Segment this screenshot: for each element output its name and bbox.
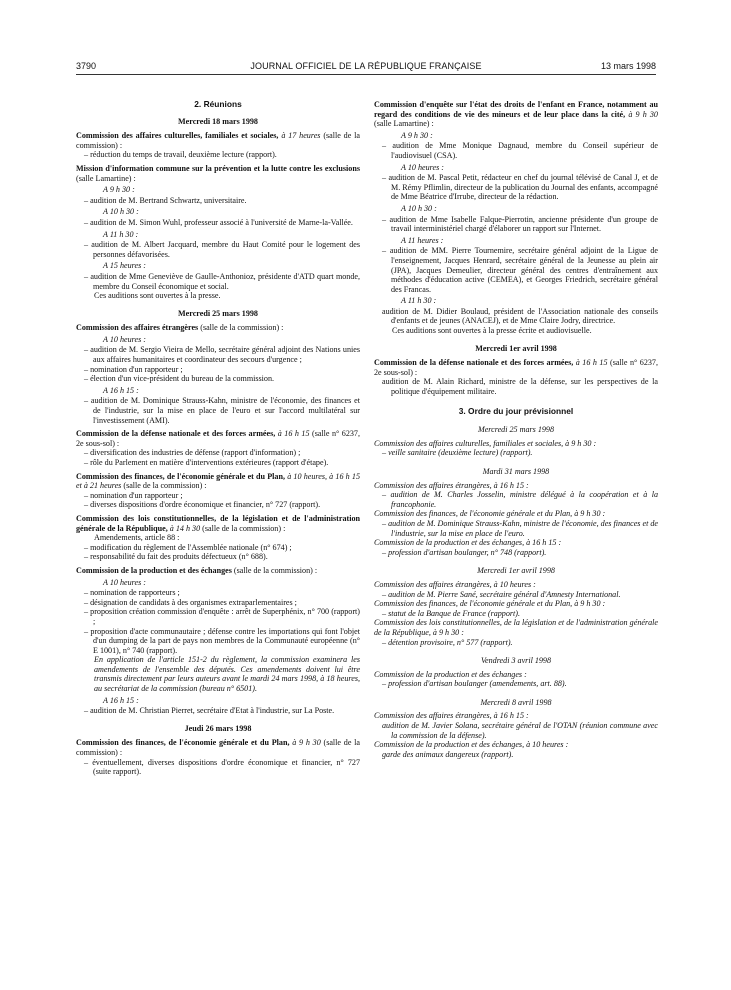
meeting-room: (salle Lamartine) :	[76, 173, 136, 183]
time-slot: A 9 h 30 :	[103, 185, 135, 195]
section-title: 2. Réunions	[194, 99, 242, 109]
committee-name: Commission des finances, de l'économie générale et du Plan,	[76, 471, 285, 481]
date-heading: Mercredi 8 avril 1998	[480, 697, 552, 707]
committee-line: Commission des finances, de l'économie générale et du Plan, à 9 h 30 :	[374, 599, 606, 609]
agenda-item: – profession d'artisan boulanger (amendements, art. 88).	[382, 679, 567, 689]
meeting-time: à 16 h 15	[575, 358, 608, 368]
date-heading: Mardi 31 mars 1998	[482, 467, 550, 476]
running-header	[76, 61, 656, 75]
agenda-item: – audition de M. Sergio Vieira de Mello, secrétaire général adjoint des Nations unies aux affaires humanitaires et coordinateur des secours d'urgence ;	[84, 345, 360, 365]
committee-line: Commission des lois constitutionnelles, de la législation et de l'administration générale de la République, à 9 h 30 :	[374, 618, 658, 637]
time-slot: A 16 h 15 :	[103, 695, 139, 705]
agenda-item: – modification du règlement de l'Assemblée nationale (n° 674) ;	[84, 542, 292, 552]
agenda-item: – audition de M. Simon Wuhl, professeur associé à l'université de Marne-la-Vallée.	[84, 217, 353, 227]
meeting-room: (salle de la commission) :	[200, 323, 284, 333]
committee-line: Commission des affaires étrangères, à 10 heures :	[374, 579, 536, 589]
time-slot: A 10 heures :	[103, 577, 146, 587]
committee-line: Commission de la production et des échanges, à 10 heures :	[374, 740, 569, 750]
section-title: 3. Ordre du jour prévisionnel	[458, 405, 574, 416]
time-slot: A 10 heures :	[401, 162, 444, 172]
committee-name: Mission d'information commune sur la prévention et la lutte contre les exclusions	[76, 163, 360, 173]
time-slot: A 16 h 15 :	[103, 385, 139, 395]
agenda-item: – nomination d'un rapporteur ;	[84, 364, 183, 374]
time-slot: A 15 heures :	[103, 261, 146, 271]
agenda-item: – audition de M. Dominique Strauss-Kahn, ministre de l'économie, des finances et de l'industrie, sur la mise en place de l'euro et sur l'accord multilatéral sur l'investissement (AMI).	[84, 396, 360, 425]
agenda-item: – audition de M. Pascal Petit, rédacteur en chef du journal télévisé de Canal J, et de M. Rémy Pflimlin, directeur de la publication du Journal des enfants, accompagné de Mme Béatrice d'Irrube, directeur de la rédaction.	[382, 173, 658, 202]
meeting-room: (salle Lamartine) :	[374, 119, 434, 129]
meeting-room: (salle de la commission) :	[233, 565, 318, 575]
agenda-item: – diversification des industries de défense (rapport d'information) ;	[84, 448, 301, 458]
agenda-item: – diverses dispositions d'ordre économique et financier, n° 727 (rapport).	[84, 500, 321, 510]
committee-line: Commission des affaires étrangères, à 16 h 15 :	[374, 480, 529, 490]
meeting-room: (salle n° 6237, 2e sous-sol) :	[76, 429, 360, 448]
committee-name: Commission des lois constitutionnelles, de la législation et de l'administration générale de la République,	[76, 513, 360, 533]
agenda-item: – veille sanitaire (deuxième lecture) (rapport).	[382, 448, 533, 458]
meeting-room: (salle n° 6237, 2e sous-sol) :	[374, 358, 658, 377]
time-slot: A 11 heures :	[401, 235, 444, 245]
agenda-item: – audition de Mme Monique Dagnaud, membre du Conseil supérieur de l'audiovisuel (CSA).	[382, 141, 658, 160]
agenda-item: – audition de MM. Pierre Tournemire, secrétaire général adjoint de la Ligue de l'enseignement, Jacques Henrard, secrétaire général de la Jeunesse au plein air (JPA), Jacques Demeulier, directeur général des centres d'entraînement aux méthodes d'éducation active (CEMEA), et Georges Friedrich, secrétaire général des Francas.	[382, 246, 658, 294]
agenda-item: audition de M. Javier Solana, secrétaire général de l'OTAN (réunion commune avec la commission de la défense).	[382, 721, 658, 740]
committee-name: Commission de la défense nationale et des forces armées,	[374, 358, 574, 368]
meeting-time: à 9 h 30	[292, 738, 321, 748]
meeting-room: (salle de la commission) :	[76, 738, 360, 758]
agenda-item: – détention provisoire, n° 577 (rapport).	[382, 637, 513, 647]
meeting-time: à 14 h 30	[169, 523, 201, 533]
meeting-room: (salle de la commission) :	[76, 131, 361, 150]
agenda-item: audition de M. Didier Boulaud, président de l'Association nationale des conseils d'enfants et de jeunes (ANACEJ), et de Mme Claire Jodry, directrice.	[382, 306, 658, 326]
date-heading: Mercredi 1er avril 1998	[475, 343, 557, 353]
agenda-item: – audition de M. Dominique Strauss-Kahn, ministre de l'économie, des finances et de l'industrie, sur la mise en place de l'euro.	[382, 518, 658, 538]
agenda-item: – rôle du Parlement en matière d'interventions extérieures (rapport d'étape).	[84, 458, 329, 467]
committee-name: Commission des affaires étrangères	[76, 323, 199, 333]
agenda-item: – audition de Mme Geneviève de Gaulle-Anthonioz, présidente d'ATD quart monde, membre du Conseil économique et social.	[84, 271, 360, 291]
meeting-time: à 16 h 15	[277, 429, 310, 439]
time-slot: A 11 h 30 :	[401, 296, 437, 306]
header-rule	[76, 74, 656, 75]
agenda-item: – désignation de candidats à des organismes extraparlementaires ;	[84, 597, 297, 607]
agenda-item: – audition de M. Charles Josselin, ministre délégué à la coopération et à la francophonie.	[382, 490, 658, 509]
agenda-item: – audition de M. Pierre Sané, secrétaire général d'Amnesty International.	[382, 589, 621, 599]
agenda-item: – élection d'un vice-président du bureau de la commission.	[84, 374, 275, 384]
note: Ces auditions sont ouvertes à la presse écrite et audiovisuelle.	[392, 326, 592, 336]
date-heading: Mercredi 25 mars 1998	[477, 425, 555, 435]
committee-name: Commission de la défense nationale et des forces armées,	[76, 429, 276, 439]
agenda-item: – éventuellement, diverses dispositions d'ordre économique et financier, n° 727 (suite rapport).	[84, 757, 360, 777]
agenda-item: – audition de M. Christian Pierret, secrétaire d'Etat à l'industrie, sur La Poste.	[84, 706, 335, 716]
agenda-item: – audition de Mme Isabelle Falque-Pierrotin, ancienne présidente d'un groupe de travail interministériel chargé d'élaborer un rapport sur l'Internet.	[382, 214, 658, 234]
committee-name: Commission des affaires culturelles, familiales et sociales,	[76, 131, 279, 141]
committee-line: Commission de la production et des échanges :	[374, 669, 527, 679]
agenda-item: – profession d'artisan boulanger, n° 748 (rapport).	[382, 547, 547, 557]
time-slot: A 10 heures :	[103, 334, 146, 344]
agenda-item: – audition de M. Albert Jacquard, membre du Haut Comité pour le logement des personnes défavorisées.	[84, 240, 360, 259]
date-heading: Mercredi 25 mars 1998	[178, 308, 258, 318]
agenda-item: – statut de la Banque de France (rapport).	[382, 608, 521, 618]
left-column	[76, 100, 360, 777]
agenda-item: garde des animaux dangereux (rapport).	[382, 749, 514, 759]
date-heading: Mercredi 1er avril 1998	[477, 566, 555, 576]
issue-date: 13 mars 1998	[600, 61, 656, 71]
journal-title: JOURNAL OFFICIEL DE LA RÉPUBLIQUE FRANÇAISE	[250, 61, 482, 71]
committee-line: Commission des affaires culturelles, familiales et sociales, à 9 h 30 :	[374, 438, 597, 448]
meeting-room: (salle de la commission) :	[123, 481, 207, 491]
agenda-item: – audition de M. Bertrand Schwartz, universitaire.	[84, 195, 247, 205]
time-slot: A 10 h 30 :	[103, 207, 139, 217]
agenda-item: – responsabilité du fait des produits défectueux (n° 688).	[84, 552, 268, 562]
right-column	[374, 100, 658, 759]
meeting-time: à 10 heures, à 16 h 15 et à 21 heures	[76, 471, 360, 491]
subheading: Amendements, article 88 :	[94, 533, 180, 543]
agenda-item: – proposition création commission d'enquête : arrêt de Superphénix, n° 700 (rapport) ;	[84, 607, 360, 626]
note: Ces auditions sont ouvertes à la presse.	[94, 291, 221, 301]
time-slot: A 11 h 30 :	[103, 229, 139, 239]
committee-name: Commission d'enquête sur l'état des droits de l'enfant en France, notamment au regard des conditions de vie des mineurs et de leur place dans la cité,	[374, 100, 658, 119]
meeting-room: (salle de la commission) :	[202, 523, 286, 533]
committee-name: Commission de la production et des échanges	[76, 565, 232, 575]
page-number: 3790	[76, 61, 97, 71]
committee-name: Commission des finances, de l'économie générale et du Plan,	[76, 738, 290, 748]
date-heading: Vendredi 3 avril 1998	[480, 656, 552, 666]
agenda-item: audition de M. Alain Richard, ministre de la défense, sur les perspectives de la politique d'équipement militaire.	[382, 377, 658, 397]
agenda-item: – nomination d'un rapporteur ;	[84, 490, 183, 500]
committee-line: Commission de la production et des échanges, à 16 h 15 :	[374, 538, 562, 548]
time-slot: A 9 h 30 :	[401, 130, 433, 140]
procedural-note: En application de l'article 151-2 du règlement, la commission examinera les amendements de l'ensemble des députés. Ces amendements doivent lui être transmis directement par leurs auteurs avant le mardi 24 mars 1998, à 18 heures, au secrétariat de la commission (bureau n° 6501).	[94, 655, 360, 694]
meeting-time: à 17 heures	[281, 131, 321, 141]
date-heading: Jeudi 26 mars 1998	[184, 723, 252, 733]
meeting-time: à 9 h 30	[628, 109, 658, 119]
committee-line: Commission des finances, de l'économie générale et du Plan, à 9 h 30 :	[374, 509, 606, 519]
agenda-item: – réduction du temps de travail, deuxième lecture (rapport).	[84, 150, 277, 160]
agenda-item: – proposition d'acte communautaire ; défense contre les importations qui font l'objet d'un dumping de la part de pays non membres de la Communauté européenne (n° E 1001), n° 740 (rapport).	[84, 626, 360, 655]
agenda-item: – nomination de rapporteurs ;	[84, 588, 180, 598]
time-slot: A 10 h 30 :	[401, 203, 437, 213]
date-heading: Mercredi 18 mars 1998	[178, 116, 258, 126]
committee-line: Commission des affaires étrangères, à 16 h 15 :	[374, 711, 529, 721]
